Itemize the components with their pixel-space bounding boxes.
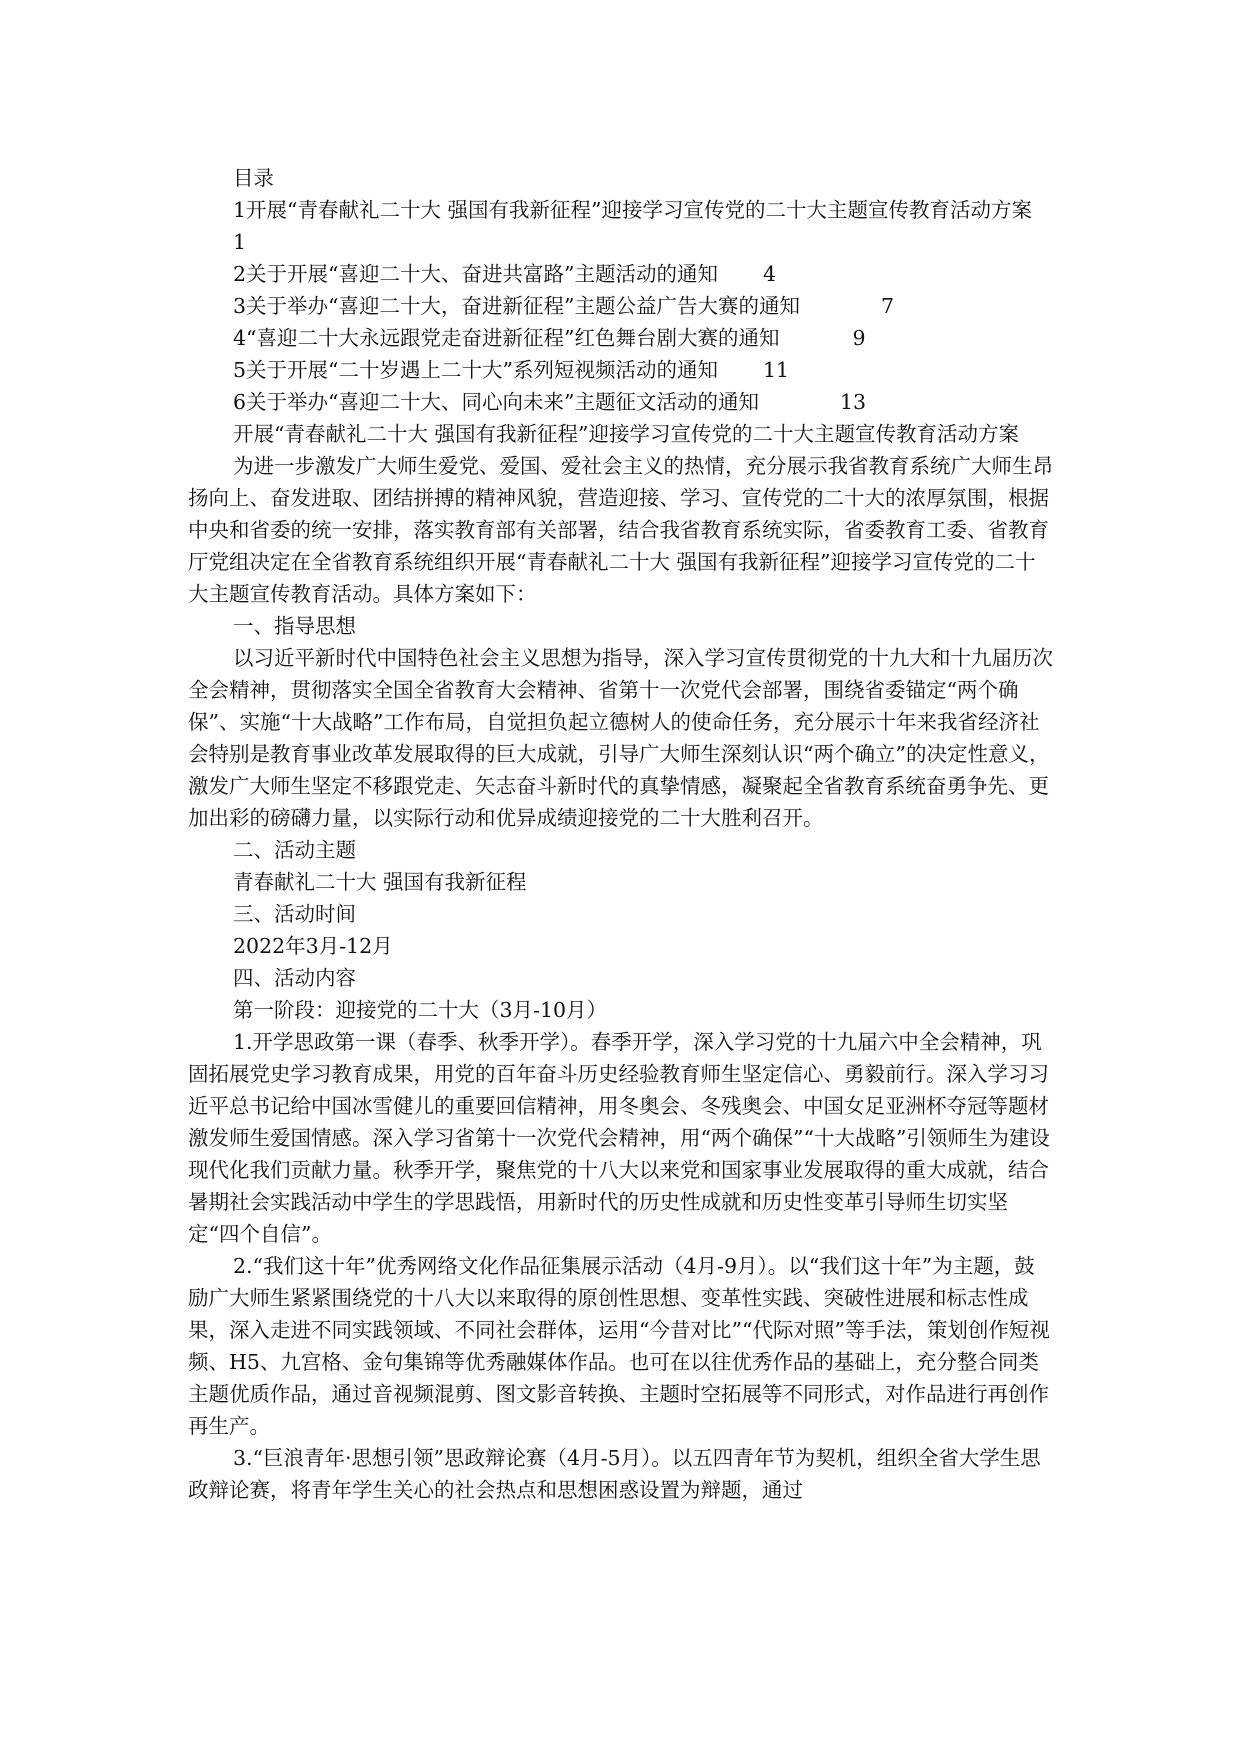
list-item: 2.“我们这十年”优秀网络文化作品征集展示活动（4月-9月）。以“我们这十年”为主题，鼓励广大师生紧紧围绕党的十八大以来取得的原创性思想、变革性实践、突破性进展和标志性成果，深入走进不同实践领域、不同社会群体，运用“今昔对比”“代际对照”等手法，策划创作短视频、H5、九宫格、金句集锦等优秀融媒体作品。也可在以往优秀作品的基础上，充分整合同类主题优质作品，通过音视频混剪、图文影音转换、主题时空拓展等不同形式，对作品进行再创作再生产。 (188, 1254, 1050, 1438)
intro-paragraph: 为进一步激发广大师生爱党、爱国、爱社会主义的热情，充分展示我省教育系统广大师生昂扬向上、奋发进取、团结拼搏的精神风貌，营造迎接、学习、宣传党的二十大的浓厚氛围，根据中央和省委的统一安排，落实教育部有关部署，结合我省教育系统实际，省委教育工委、省教育厅党组决定在全省教育系统组织开展“青春献礼二十大 强国有我新征程”迎接学习宣传党的二十大主题宣传教育活动。具体方案如下： (188, 454, 1053, 606)
toc-item-text: 1开展“青春献礼二十大 强国有我新征程”迎接学习宣传党的二十大主题宣传教育活动方案 (233, 198, 1033, 222)
toc-item-text: 3关于举办“喜迎二十大，奋进新征程”主题公益广告大赛的通知 (233, 294, 801, 318)
paragraph: 以习近平新时代中国特色社会主义思想为指导，深入学习宣传贯彻党的十九大和十九届历次全会精神，贯彻落实全国全省教育大会精神、省第十一次党代会部署，围绕省委锚定“两个确保”、实施“十大战略”工作布局，自觉担负起立德树人的使命任务，充分展示十年来我省经济社会特别是教育事业改革发展取得的巨大成就，引导广大师生深刻认识“两个确立”的决定性意义，激发广大师生坚定不移跟党走、矢志奋斗新时代的真挚情感，凝聚起全省教育系统奋勇争先、更加出彩的磅礴力量，以实际行动和优异成绩迎接党的二十大胜利召开。 (188, 646, 1053, 830)
section-heading: 一、指导思想 (233, 614, 356, 638)
document-body (188, 162, 1054, 1506)
toc-item-page: 13 (840, 390, 867, 414)
list-item: 3.“巨浪青年·思想引领”思政辩论赛（4月-5月）。以五四青年节为契机，组织全省大学生思政辩论赛，将青年学生关心的社会热点和思想困惑设置为辩题，通过 (188, 1446, 1041, 1502)
toc-item-page: 1 (233, 230, 247, 254)
toc-item-text: 5关于开展“二十岁遇上二十大”系列短视频活动的通知 (233, 358, 719, 382)
section-heading: 四、活动内容 (233, 966, 356, 990)
stage-heading: 第一阶段：迎接党的二十大（3月-10月） (233, 998, 608, 1022)
toc-item[interactable] (188, 322, 1054, 354)
toc-item-text: 4“喜迎二十大永远跟党走奋进新征程”红色舞台剧大赛的通知 (233, 326, 780, 350)
toc-item-page: 7 (881, 294, 895, 318)
toc-item-page: 9 (852, 326, 866, 350)
toc-item[interactable] (188, 258, 1054, 290)
toc-item-text: 2关于开展“喜迎二十大、奋进共富路”主题活动的通知 (233, 262, 719, 286)
list-item: 1.开学思政第一课（春季、秋季开学）。春季开学，深入学习党的十九届六中全会精神，巩固拓展党史学习教育成果，用党的百年奋斗历史经验教育师生坚定信心、勇毅前行。深入学习习近平总书记给中国冰雪健儿的重要回信精神，用冬奥会、冬残奥会、中国女足亚洲杯夺冠等题材激发师生爱国情感。深入学习省第十一次党代会精神，用“两个确保”“十大战略”引领师生为建设现代化我们贡献力量。秋季开学，聚焦党的十八大以来党和国家事业发展取得的重大成就，结合暑期社会实践活动中学生的学思践悟，用新时代的历史性成就和历史性变革引导师生切实坚定“四个自信”。 (188, 1030, 1050, 1246)
toc-item[interactable] (188, 354, 1054, 386)
toc-item[interactable] (188, 194, 1054, 258)
document-title: 开展“青春献礼二十大 强国有我新征程”迎接学习宣传党的二十大主题宣传教育活动方案 (233, 422, 1019, 446)
section-heading: 二、活动主题 (233, 838, 356, 862)
toc-item[interactable] (188, 386, 1054, 418)
section-heading: 三、活动时间 (233, 902, 356, 926)
toc-title: 目录 (233, 166, 274, 190)
paragraph: 青春献礼二十大 强国有我新征程 (233, 870, 527, 894)
paragraph: 2022年3月-12月 (233, 934, 393, 958)
toc-item-page: 4 (763, 262, 777, 286)
toc-item[interactable] (188, 290, 1054, 322)
toc-item-text: 6关于举办“喜迎二十大、同心向未来”主题征文活动的通知 (233, 390, 760, 414)
toc-item-page: 11 (763, 358, 790, 382)
